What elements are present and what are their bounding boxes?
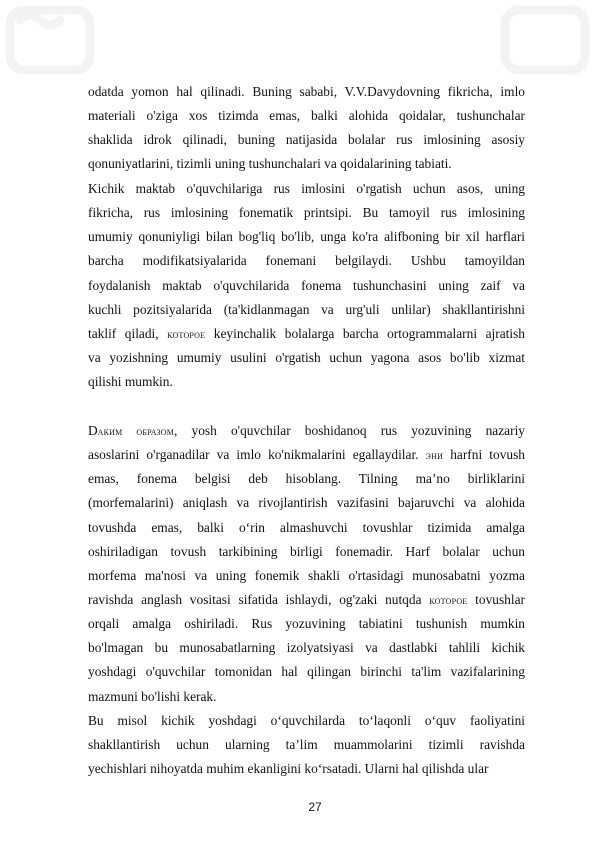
text-run: bo'lmagan bu munosabatlarning izolyatsiyasi va dastlabki tahlili kichik [88,640,525,656]
text-line [88,128,525,152]
text-line [88,322,525,346]
text-run: ravishda anglash vositasi sifatida ishlaydi, og'zaki nutqda [88,591,430,607]
page-number: 27 [308,800,322,814]
smallcaps-word: эни [425,449,444,463]
text-run: fikricha, rus imlosining fonematik printsipi. Bu tamoyil rus imlosining [88,205,525,221]
text-run: odatda yomon hal qilinadi. Buning sababi, V.V.Davydovning fikricha, imlo [88,84,525,99]
text-line [88,346,525,370]
text-line [88,104,525,128]
text-run: asoslarini o'rganadilar va imlo ko'nikmalarini egallaydilar. [88,447,426,463]
text-run: harfni tovush [443,447,525,463]
text-line [88,249,525,273]
text-line [88,274,525,298]
text-line [88,225,525,249]
text-run: taklif qiladi, [88,325,168,341]
document-page [88,0,525,842]
smallcaps-word: которое [167,327,206,341]
text-run: kuchli pozitsiyalarida (ta'kidlanmagan va urg'uli unlilar) shakllantirishni [88,301,525,317]
text-line [88,467,525,491]
text-run: shakllantirish uchun ularning ta’lim muammolarini tizimli ravishda [88,737,525,753]
text-line [88,636,525,660]
text-run: , yosh o'quvchilar boshidanoq rus yozuvining nazariy [174,423,525,438]
text-line [88,370,525,394]
text-run: tovushda emas, balki o‘rin almashuvchi tovushlar tizimida amalga [88,519,525,535]
text-run: morfema ma'nosi va uning fonemik shakli o'rtasidagi munosabatni yozma [88,567,525,583]
text-run: orqali amalga oshiriladi. Rus yozuvining tabiatini tushunish mumkin [88,616,525,632]
text-line [88,757,525,781]
text-run: shaklida idrok qilinadi, buning natijasida bolalar rus imlosining asosiy [88,132,525,148]
text-line [88,152,525,176]
text-line [88,660,525,684]
text-run: (morfemalarini) aniqlash va rivojlantirish vazifasini bajaruvchi va alohida [88,495,525,511]
text-line [88,443,525,467]
text-run: tovushlar [467,591,525,607]
text-run: emas, fonema belgisi deb hisoblang. Tilning ma’no birliklarini [88,471,525,487]
text-run: barcha modifikatsiyalarida fonemani belgilaydi. Ushbu tamoyildan [88,253,525,269]
text-run: materiali o'ziga xos tizimda emas, balki alohida qoidalar, tushunchalar [88,108,525,124]
text-line [88,516,525,540]
text-run: Bu misol kichik yoshdagi o‘quvchilarda to‘laqonli o‘quv faoliyatini [88,713,525,728]
text-line [88,709,525,733]
text-line [88,588,525,612]
text-run: oshiriladigan tovush tarkibining birligi fonemadir. Harf bolalar uchun [88,543,525,559]
text-line [88,612,525,636]
paragraph-4 [88,709,525,781]
smallcaps-word: которое [429,593,468,607]
text-run: qilishi mumkin. [88,374,173,390]
text-run: qonuniyatlarini, tizimli uning tushunchalari va qoidalarining tabiati. [88,156,452,172]
smallcaps-word: аким образом [97,425,175,438]
paragraph-1 [88,80,525,177]
text-line [88,419,525,443]
text-line [88,733,525,757]
text-run: yoshdagi o'quvchilar tomonidan hal qilingan birinchi ta'lim vazifalarining [88,664,525,680]
text-line [88,177,525,201]
text-run: foydalanish maktab o'quvchilarida fonema tushunchasini uning zaif va [88,277,525,293]
text-line [88,540,525,564]
text-run: D [88,423,98,438]
paragraph-2 [88,177,525,394]
text-line [88,685,525,709]
text-run: yechishlari nihoyatda muhim ekanligini ko‘rsatadi. Ularni hal qilishda ular [88,761,489,777]
text-line [88,564,525,588]
text-line [88,201,525,225]
text-run: umumiy qonuniyligi bilan bog'liq bo'lib, unga ko'ra alifboning bir xil harflari [88,229,525,245]
text-run: va yozishning umumiy usulini o'rgatish uchun yagona asos bo'lib xizmat [88,349,525,365]
text-run: keyinchalik bolalarga barcha ortogrammalarni ajratish [205,325,525,341]
text-run: Kichik maktab o'quvchilariga rus imlosini o'rgatish uchun asos, uning [88,181,525,196]
text-line [88,80,525,104]
paragraph-3 [88,419,525,709]
text-line [88,298,525,322]
text-run: mazmuni bo'lishi kerak. [88,688,217,704]
text-line [88,491,525,515]
